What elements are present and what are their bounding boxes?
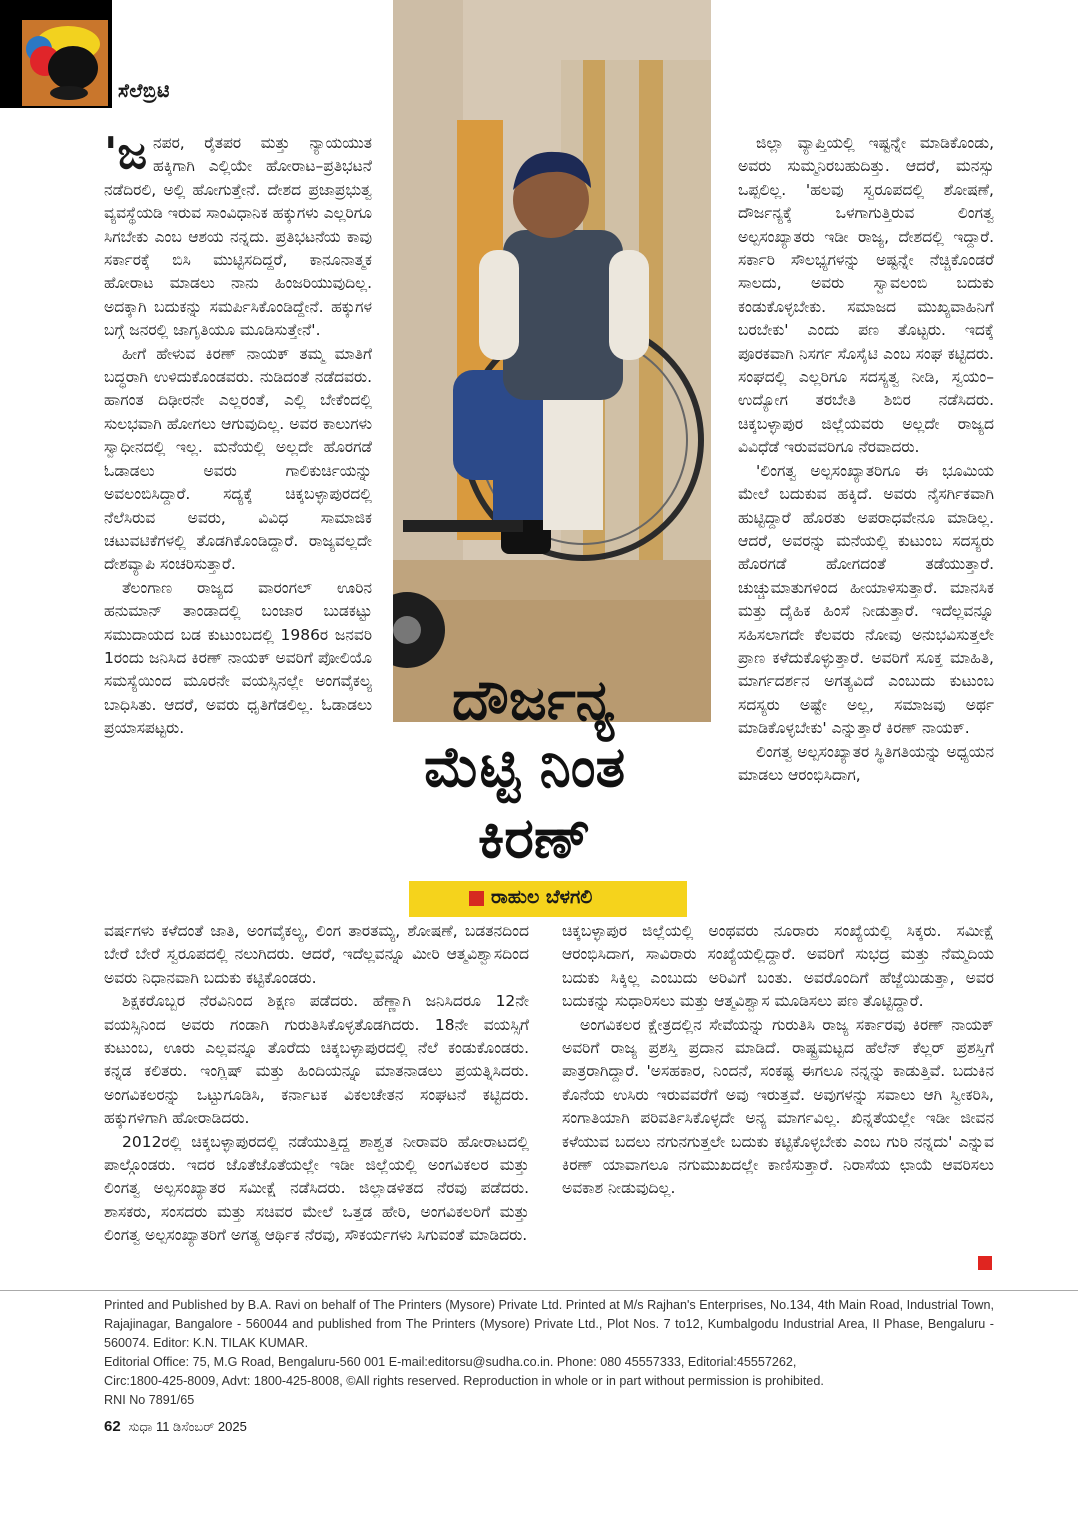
- headline-line-1: ದೌರ್ಜನ್ಯ: [452, 668, 615, 733]
- imprint-text: Printed and Published by B.A. Ravi on behalf of The Printers (Mysore) Private Ltd. Printed at M/s Rajhan's Enterprises, No.134, 4th Main Road, Industrial Town, Rajajinagar, Bangalore - 560044 and published from The Printers (Mysore) Private Ltd., Plot Nos. 7 to12, Kumbalgodu Industrial Area, II Phase, Bengaluru - 560074. Editor: K.N. TILAK KUMAR.: [104, 1298, 994, 1350]
- paragraph: 'ಜನಪರ, ರೈತಪರ ಮತ್ತು ನ್ಯಾಯಯುತ ಹಕ್ಕಿಗಾಗಿ ಎಲ್ಲಿಯೇ ಹೋರಾಟ–ಪ್ರತಿಭಟನೆ ನಡೆದಿರಲಿ, ಅಲ್ಲಿ ಹೋಗುತ್ತೇನೆ. ದೇಶದ ಪ್ರಜಾಪ್ರಭುತ್ವ ವ್ಯವಸ್ಥೆಯಡಿ ಇರುವ ಸಾಂವಿಧಾನಿಕ ಹಕ್ಕುಗಳು ಎಲ್ಲರಿಗೂ ಸಿಗಬೇಕು ಎಂಬ ಆಶಯ ನನ್ನದು. ಪ್ರತಿಭಟನೆಯ ಕಾವು ಸರ್ಕಾರಕ್ಕೆ ಬಿಸಿ ಮುಟ್ಟಿಸದಿದ್ದರೆ, ಕಾನೂನಾತ್ಮಕ ಹೋರಾಟ ಮಾಡಲು ನಾನು ಹಿಂಜರಿಯುವುದಿಲ್ಲ. ಅದಕ್ಕಾಗಿ ಬದುಕನ್ನು ಸಮರ್ಪಿಸಿಕೊಂಡಿದ್ದೇನೆ. ಹಕ್ಕುಗಳ ಬಗ್ಗೆ ಜನರಲ್ಲಿ ಜಾಗೃತಿಯೂ ಮೂಡಿಸುತ್ತೇನೆ'.: [104, 128, 372, 340]
- article-photo: [393, 0, 711, 722]
- end-mark-icon: [978, 1256, 992, 1270]
- headline-line-2: ಮೆಟ್ಟಿ ನಿಂತ: [424, 735, 626, 800]
- headline-line-3: ಕಿರಣ್: [478, 806, 591, 871]
- drop-cap: 'ಜ: [104, 128, 148, 179]
- paragraph: ವರ್ಷಗಳು ಕಳೆದಂತೆ ಜಾತಿ, ಅಂಗವೈಕಲ್ಯ, ಲಿಂಗ ತಾರತಮ್ಯ, ಶೋಷಣೆ, ಬಡತನದಿಂದ ಬೇರೆ ಬೇರೆ ಸ್ವರೂಪದಲ್ಲಿ ನಲುಗಿದರು. ಆದರೆ, ಇದೆಲ್ಲವನ್ನೂ ಮೀರಿ ಆತ್ಮವಿಶ್ವಾಸದಿಂದ ಅವರು ನಿಧಾನವಾಗಿ ಬದುಕು ಕಟ್ಟಿಕೊಂಡರು.: [104, 922, 529, 987]
- paragraph: ಚಿಕ್ಕಬಳ್ಳಾಪುರ ಜಿಲ್ಲೆಯಲ್ಲಿ ಅಂಥವರು ನೂರಾರು ಸಂಖ್ಯೆಯಲ್ಲಿ ಸಿಕ್ಕರು. ಸಮೀಕ್ಷೆ ಆರಂಭಿಸಿದಾಗ, ಸಾವಿರಾರು ಸಂಖ್ಯೆಯಲ್ಲಿದ್ದಾರೆ. ಅವರಿಗೆ ಸುಭದ್ರ ಮತ್ತು ನೆಮ್ಮದಿಯ ಬದುಕು ಸಿಕ್ಕಿಲ್ಲ ಎಂಬುದು ಅರಿವಿಗೆ ಬಂತು. ಅವರೊಂದಿಗೆ ಹೆಜ್ಜೆಯಿಡುತ್ತಾ, ಅವರ ಬದುಕನ್ನು ಸುಧಾರಿಸಲು ಮತ್ತು ಆತ್ಮವಿಶ್ವಾಸ ಮೂಡಿಸಲು ಪಣ ತೊಟ್ಟಿದ್ದಾರೆ.: [562, 922, 994, 1011]
- paragraph: ಹೀಗೆ ಹೇಳುವ ಕಿರಣ್ ನಾಯಕ್ ತಮ್ಮ ಮಾತಿಗೆ ಬದ್ಧರಾಗಿ ಉಳಿದುಕೊಂಡವರು. ನುಡಿದಂತೆ ನಡೆದವರು. ಹಾಗಂತ ದಿಢೀರನೇ ಎಲ್ಲರಂತೆ, ಎಲ್ಲಿ ಬೇಕೆಂದಲ್ಲಿ ಸುಲಭವಾಗಿ ಹೋಗಲು ಆಗುವುದಿಲ್ಲ. ಅವರ ಕಾಲುಗಳು ಸ್ವಾಧೀನದಲ್ಲಿ ಇಲ್ಲ. ಮನೆಯಲ್ಲಿ ಅಲ್ಲದೇ ಹೊರಗಡೆ ಓಡಾಡಲು ಅವರು ಗಾಲಿಕುರ್ಚಿಯನ್ನು ಅವಲಂಬಿಸಿದ್ದಾರೆ. ಸದ್ಯಕ್ಕೆ ಚಿಕ್ಕಬಳ್ಳಾಪುರದಲ್ಲಿ ನೆಲೆಸಿರುವ ಅವರು, ವಿವಿಧ ಸಾಮಾಜಿಕ ಚಟುವಟಿಕೆಗಳಲ್ಲಿ ತೊಡಗಿಕೊಂಡಿದ್ದಾರೆ. ರಾಜ್ಯವಲ್ಲದೇ ದೇಶವ್ಯಾಪಿ ಸಂಚರಿಸುತ್ತಾರೆ.: [104, 344, 372, 574]
- byline: [409, 881, 687, 917]
- page-folio: [104, 1418, 247, 1435]
- issue-date: ಸುಧಾ 11 ಡಿಸೆಂಬರ್ 2025: [128, 1419, 247, 1434]
- article-column-left: [104, 128, 372, 741]
- paragraph: ಶಿಕ್ಷಕರೊಬ್ಬರ ನೆರವಿನಿಂದ ಶಿಕ್ಷಣ ಪಡೆದರು. ಹೆಣ್ಣಾಗಿ ಜನಿಸಿದರೂ 12ನೇ ವಯಸ್ಸಿನಿಂದ ಅವರು ಗಂಡಾಗಿ ಗುರುತಿಸಿಕೊಳ್ಳತೊಡಗಿದರು. 18ನೇ ವಯಸ್ಸಿಗೆ ಕುಟುಂಬ, ಊರು ಎಲ್ಲವನ್ನೂ ತೊರೆದು ಚಿಕ್ಕಬಳ್ಳಾಪುರದಲ್ಲಿ ನೆಲೆ ಕಂಡುಕೊಂಡರು. ಕನ್ನಡ ಕಲಿತರು. ಇಂಗ್ಲಿಷ್ ಮತ್ತು ಹಿಂದಿಯನ್ನೂ ಮಾತನಾಡಲು ಪ್ರಯತ್ನಿಸಿದರು. ಅಂಗವಿಕಲರನ್ನು ಒಟ್ಟುಗೂಡಿಸಿ, ಕರ್ನಾಟಕ ವಿಕಲಚೇತನ ಸಂಘಟನೆ ಕಟ್ಟಿದರು. ಹಕ್ಕುಗಳಿಗಾಗಿ ಹೋರಾಡಿದರು.: [104, 992, 529, 1128]
- byline-author: ರಾಹುಲ ಬೆಳಗಲಿ: [491, 886, 593, 908]
- paragraph: 2012ರಲ್ಲಿ ಚಿಕ್ಕಬಳ್ಳಾಪುರದಲ್ಲಿ ನಡೆಯುತ್ತಿದ್ದ ಶಾಶ್ವತ ನೀರಾವರಿ ಹೋರಾಟದಲ್ಲಿ ಪಾಲ್ಗೊಂಡರು. ಇದರ ಜೊತೆಜೊತೆಯಲ್ಲೇ ಇಡೀ ಜಿಲ್ಲೆಯಲ್ಲಿ ಅಂಗವಿಕಲರ ಮತ್ತು ಲಿಂಗತ್ವ ಅಲ್ಪಸಂಖ್ಯಾತರ ಸಮೀಕ್ಷೆ ನಡೆಸಿದರು. ಜಿಲ್ಲಾಡಳಿತದ ನೆರವು ಪಡೆದರು. ಶಾಸಕರು, ಸಂಸದರು ಮತ್ತು ಸಚಿವರ ಮೇಲೆ ಒತ್ತಡ ಹೇರಿ, ಅಂಗವಿಕಲರಿಗೆ ಮತ್ತು ಲಿಂಗತ್ವ ಅಲ್ಪಸಂಖ್ಯಾತರಿಗೆ ಅಗತ್ಯ ಆರ್ಥಿಕ ನೆರವು, ಸೌಕರ್ಯಗಳು ಸಿಗುವಂತೆ ಮಾಡಿದರು.: [104, 1132, 529, 1245]
- circulation-line: Circ:1800-425-8009, Advt: 1800-425-8008, ©All rights reserved. Reproduction in whole or in part without permission is prohibited.: [104, 1374, 824, 1388]
- article-column-right: [738, 132, 994, 787]
- rni-number: RNI No 7891/65: [104, 1393, 195, 1407]
- paragraph: ಲಿಂಗತ್ವ ಅಲ್ಪಸಂಖ್ಯಾತರ ಸ್ಥಿತಿಗತಿಯನ್ನು ಅಧ್ಯಯನ ಮಾಡಲು ಆರಂಭಿಸಿದಾಗ,: [738, 742, 994, 784]
- imprint-footer: [104, 1296, 994, 1410]
- paragraph: 'ಲಿಂಗತ್ವ ಅಲ್ಪಸಂಖ್ಯಾತರಿಗೂ ಈ ಭೂಮಿಯ ಮೇಲೆ ಬದುಕುವ ಹಕ್ಕಿದೆ. ಅವರು ನೈಸರ್ಗಿಕವಾಗಿ ಹುಟ್ಟಿದ್ದಾರೆ ಹೊರತು ಅಪರಾಧವೇನೂ ಮಾಡಿಲ್ಲ. ಆದರೆ, ಅವರನ್ನು ಮನೆಯಲ್ಲಿ ಕುಟುಂಬ ಸದಸ್ಯರು ಹೊರಗಡೆ ಹೋಗದಂತೆ ತಡೆಯುತ್ತಾರೆ. ಚುಚ್ಚುಮಾತುಗಳಿಂದ ಹೀಯಾಳಿಸುತ್ತಾರೆ. ಮಾನಸಿಕ ಮತ್ತು ದೈಹಿಕ ಹಿಂಸೆ ನೀಡುತ್ತಾರೆ. ಇದೆಲ್ಲವನ್ನೂ ಸಹಿಸಲಾಗದೇ ಕೆಲವರು ನೋವು ಅನುಭವಿಸುತ್ತಲೇ ಪ್ರಾಣ ಕಳೆದುಕೊಳ್ಳುತ್ತಾರೆ. ಅವರಿಗೆ ಸೂಕ್ತ ಮಾಹಿತಿ, ಮಾರ್ಗದರ್ಶನ ಅಗತ್ಯವಿದೆ ಎಂಬುದು ಕುಟುಂಬ ಸದಸ್ಯರು ಅಷ್ಟೇ ಅಲ್ಲ, ಸಮಾಜವು ಅರ್ಥ ಮಾಡಿಕೊಳ್ಳಬೇಕು' ಎನ್ನುತ್ತಾರೆ ಕಿರಣ್ ನಾಯಕ್.: [738, 461, 994, 738]
- paragraph: ಅಂಗವಿಕಲರ ಕ್ಷೇತ್ರದಲ್ಲಿನ ಸೇವೆಯನ್ನು ಗುರುತಿಸಿ ರಾಜ್ಯ ಸರ್ಕಾರವು ಕಿರಣ್ ನಾಯಕ್ ಅವರಿಗೆ ರಾಜ್ಯ ಪ್ರಶಸ್ತಿ ಪ್ರದಾನ ಮಾಡಿದೆ. ರಾಷ್ಟ್ರಮಟ್ಟದ ಹೆಲೆನ್ ಕೆಲ್ಲರ್ ಪ್ರಶಸ್ತಿಗೆ ಪಾತ್ರರಾಗಿದ್ದಾರೆ. 'ಅಸಹಕಾರ, ನಿಂದನೆ, ಸಂಕಷ್ಟ ಈಗಲೂ ನನ್ನನ್ನು ಕಾಡುತ್ತಿವೆ. ಬದುಕಿನ ಕೊನೆಯ ಉಸಿರು ಇರುವವರೆಗೆ ಅವು ಇರುತ್ತವೆ. ಅವುಗಳನ್ನು ಸವಾಲು ಆಗಿ ಸ್ವೀಕರಿಸಿ, ಸಂಗಾತಿಯಾಗಿ ಪರಿವರ್ತಿಸಿಕೊಳ್ಳದೇ ಅನ್ಯ ಮಾರ್ಗವಿಲ್ಲ. ಖಿನ್ನತೆಯಲ್ಲೇ ಇಡೀ ಜೀವನ ಕಳೆಯುವ ಬದಲು ನಗುನಗುತ್ತಲೇ ಬದುಕು ಕಟ್ಟಿಕೊಳ್ಳಬೇಕು ಎಂಬ ಗುರಿ ನನ್ನದು' ಎನ್ನುವ ಕಿರಣ್ ಯಾವಾಗಲೂ ನಗುಮುಖದಲ್ಲೇ ಕಾಣಿಸುತ್ತಾರೆ. ನಿರಾಸೆಯ ಛಾಯೆ ಆವರಿಸಲು ಅವಕಾಶ ನೀಡುವುದಿಲ್ಲ.: [562, 1015, 994, 1198]
- section-label: ಸೆಲೆಬ್ರಿಟಿ: [118, 80, 170, 102]
- article-column-lower-left: [104, 920, 529, 1248]
- wheelchair-portrait-illustration: [393, 0, 711, 722]
- byline-marker-icon: [469, 891, 484, 906]
- page-number: 62: [104, 1418, 121, 1435]
- article-column-lower-right: [562, 920, 994, 1201]
- paragraph: ತೆಲಂಗಾಣ ರಾಜ್ಯದ ವಾರಂಗಲ್ ಊರಿನ ಹನುಮಾನ್ ತಾಂಡಾದಲ್ಲಿ ಬಂಜಾರ ಬುಡಕಟ್ಟು ಸಮುದಾಯದ ಬಡ ಕುಟುಂಬದಲ್ಲಿ 1986ರ ಜನವರಿ 1ರಂದು ಜನಿಸಿದ ಕಿರಣ್ ನಾಯಕ್ ಅವರಿಗೆ ಪೋಲಿಯೊ ಸಮಸ್ಯೆಯಿಂದ ಮೂರನೇ ವಯಸ್ಸಿನಲ್ಲೇ ಅಂಗವೈಕಲ್ಯ ಬಾಧಿಸಿತು. ಆದರೆ, ಅವರು ಧೃತಿಗೆಡಲಿಲ್ಲ. ಓಡಾಡಲು ಪ್ರಯಾಸಪಟ್ಟರು.: [104, 578, 372, 738]
- editorial-office: Editorial Office: 75, M.G Road, Bengaluru-560 001 E-mail:editorsu@sudha.co.in. Phone: 080 45557333, Editorial:45557262,: [104, 1355, 797, 1369]
- paragraph: ಜಿಲ್ಲಾ ವ್ಯಾಪ್ತಿಯಲ್ಲಿ ಇಷ್ಟನ್ನೇ ಮಾಡಿಕೊಂಡು, ಅವರು ಸುಮ್ಮನಿರಬಹುದಿತ್ತು. ಆದರೆ, ಮನಸ್ಸು ಒಪ್ಪಲಿಲ್ಲ. 'ಹಲವು ಸ್ವರೂಪದಲ್ಲಿ ಶೋಷಣೆ, ದೌರ್ಜನ್ಯಕ್ಕೆ ಒಳಗಾಗುತ್ತಿರುವ ಲಿಂಗತ್ವ ಅಲ್ಪಸಂಖ್ಯಾತರು ಇಡೀ ರಾಜ್ಯ, ದೇಶದಲ್ಲಿ ಇದ್ದಾರೆ. ಸರ್ಕಾರಿ ಸೌಲಭ್ಯಗಳನ್ನು ಅಷ್ಟನ್ನೇ ನೆಚ್ಚಿಕೊಂಡರೆ ಸಾಲದು, ಅವರು ಸ್ವಾವಲಂಬಿ ಬದುಕು ಕಂಡುಕೊಳ್ಳಬೇಕು. ಸಮಾಜದ ಮುಖ್ಯವಾಹಿನಿಗೆ ಬರಬೇಕು' ಎಂದು ಪಣ ತೊಟ್ಟರು. ಇದಕ್ಕೆ ಪೂರಕವಾಗಿ ನಿಸರ್ಗ ಸೊಸೈಟಿ ಎಂಬ ಸಂಘ ಕಟ್ಟಿದರು. ಸಂಘದಲ್ಲಿ ಎಲ್ಲರಿಗೂ ಸದಸ್ಯತ್ವ ನೀಡಿ, ಸ್ವಯಂ–ಉದ್ಯೋಗ ತರಬೇತಿ ಶಿಬಿರ ನಡೆಸಿದರು. ಚಿಕ್ಕಬಳ್ಳಾಪುರ ಜಿಲ್ಲೆಯವರು ಅಲ್ಲದೇ ರಾಜ್ಯದ ವಿವಿಧೆಡೆ ಇರುವವರಿಗೂ ನೆರವಾದರು.: [738, 134, 994, 457]
- section-logo: [0, 0, 112, 108]
- footer-divider: [0, 1290, 1078, 1291]
